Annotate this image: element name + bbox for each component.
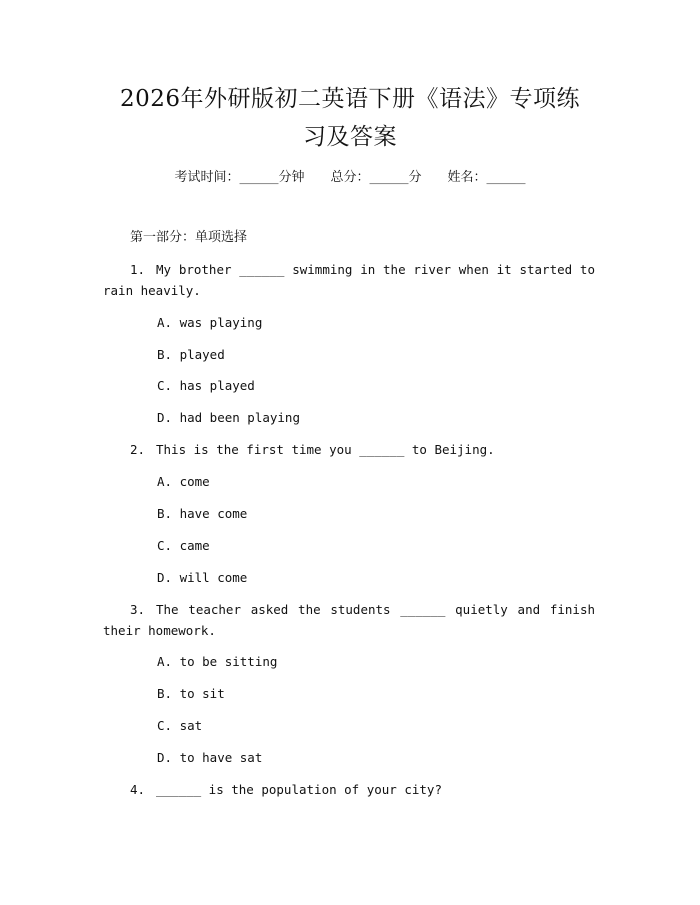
exam-time-label: 考试时间：______分钟 [174,170,305,185]
option-2a: A. come [157,474,210,489]
option-1b: B. played [157,347,225,362]
total-score-label: 总分：______分 [330,170,422,185]
question-3 [103,599,595,641]
question-number: 1. [130,262,146,277]
option-2d: D. will come [157,570,248,585]
option-1c: C. has played [157,378,255,393]
option-1a: A. was playing [157,315,263,330]
option-3a: A. to be sitting [157,654,278,669]
question-stem: The teacher asked the students ______ quietly and finish their homework. [103,602,595,638]
option-1d: D. had been playing [157,410,300,425]
question-number: 2. [130,442,146,457]
question-number: 3. [130,602,146,617]
option-3d: D. to have sat [157,750,263,765]
student-name-label: 姓名：______ [447,170,526,185]
question-1 [103,259,595,301]
option-2c: C. came [157,538,210,553]
question-4 [103,779,595,800]
document-title-line1: 2026年外研版初二英语下册《语法》专项练 [119,86,581,112]
exam-meta [0,168,700,188]
question-number: 4. [130,782,146,797]
option-2b: B. have come [157,506,248,521]
section-title: 第一部分：单项选择 [130,230,248,245]
document-title-line2: 习及答案 [303,124,397,150]
question-stem: ______ is the population of your city? [156,782,442,797]
option-3c: C. sat [157,718,203,733]
question-stem: My brother ______ swimming in the river when it started to rain heavily. [103,262,595,298]
option-3b: B. to sit [157,686,225,701]
question-stem: This is the first time you ______ to Beijing. [156,442,495,457]
question-2 [103,439,595,460]
